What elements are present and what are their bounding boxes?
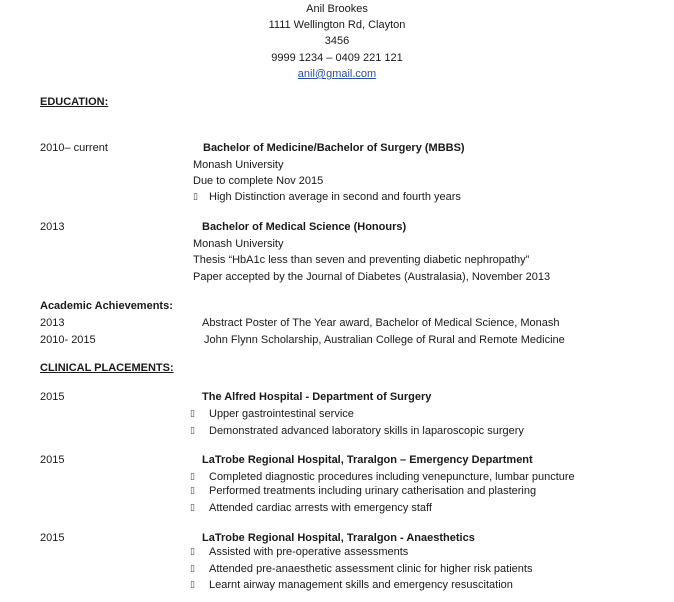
placement-2-bullet: Performed treatments including urinary catherisation and plastering [209, 485, 537, 497]
placement-1-bullet: Upper gastrointestinal service [209, 408, 354, 420]
contact-email-row [0, 67, 674, 81]
placement-3-bullet: Attended pre-anaesthetic assessment clinic for higher risk patients [209, 563, 533, 575]
placement-2-title: LaTrobe Regional Hospital, Traralgon – Emergency Department [202, 454, 533, 466]
placement-1-date: 2015 [40, 391, 65, 403]
bullet-icon: ▯ [190, 409, 195, 419]
placements-heading [40, 361, 174, 375]
placement-3-title: LaTrobe Regional Hospital, Traralgon - Anaesthetics [202, 532, 475, 544]
edu-1-date: 2010– current [40, 142, 108, 154]
placement-2-bullet: Completed diagnostic procedures including venepuncture, lumbar puncture [209, 471, 575, 483]
achievement-text: Abstract Poster of The Year award, Bachelor of Medical Science, Monash [202, 317, 560, 329]
placements-heading-text: CLINICAL PLACEMENTS: [40, 362, 174, 374]
contact-email-link[interactable]: anil@gmail.com [297, 68, 377, 80]
achievement-text: John Flynn Scholarship, Australian College of Rural and Remote Medicine [204, 334, 565, 346]
contact-phone: 9999 1234 – 0409 221 121 [271, 52, 403, 64]
bullet-icon: ▯ [190, 503, 195, 513]
edu-2-date: 2013 [40, 221, 65, 233]
bullet-icon: ▯ [190, 547, 195, 557]
placement-1-title: The Alfred Hospital - Department of Surgery [202, 391, 432, 403]
placement-1-bullet: Demonstrated advanced laboratory skills in laparoscopic surgery [209, 425, 524, 437]
achievements-heading: Academic Achievements: [40, 300, 173, 312]
education-heading [40, 95, 108, 109]
edu-2-line: Thesis “HbA1c less than seven and preventing diabetic nephropathy” [193, 254, 530, 266]
edu-2-title: Bachelor of Medical Science (Honours) [202, 221, 407, 233]
education-heading-text: EDUCATION: [40, 96, 109, 108]
placement-3-date: 2015 [40, 532, 65, 544]
placement-3-bullet: Learnt airway management skills and emergency resuscitation [209, 579, 513, 591]
placement-2-date: 2015 [40, 454, 65, 466]
achievement-date: 2013 [40, 317, 65, 329]
edu-1-bullet: High Distinction average in second and fourth years [209, 191, 461, 203]
edu-2-line: Paper accepted by the Journal of Diabetes (Australasia), November 2013 [193, 271, 551, 283]
contact-postcode: 3456 [324, 35, 350, 47]
contact-address: 1111 Wellington Rd, Clayton [268, 19, 406, 31]
bullet-icon: ▯ [190, 564, 195, 574]
bullet-icon: ▯ [190, 580, 195, 590]
placement-3-bullet: Assisted with pre-operative assessments [209, 546, 409, 558]
placement-2-bullet: Attended cardiac arrests with emergency staff [209, 502, 432, 514]
bullet-icon: ▯ [190, 486, 195, 496]
edu-1-title: Bachelor of Medicine/Bachelor of Surgery (MBBS) [203, 142, 465, 154]
edu-1-line: Due to complete Nov 2015 [193, 175, 324, 187]
bullet-icon: ▯ [190, 426, 195, 436]
bullet-icon: ▯ [190, 472, 195, 482]
achievement-date: 2010- 2015 [40, 334, 96, 346]
bullet-icon: ▯ [193, 192, 198, 202]
edu-2-line: Monash University [193, 238, 284, 250]
contact-name: Anil Brookes [306, 3, 368, 15]
edu-1-line: Monash University [193, 159, 284, 171]
